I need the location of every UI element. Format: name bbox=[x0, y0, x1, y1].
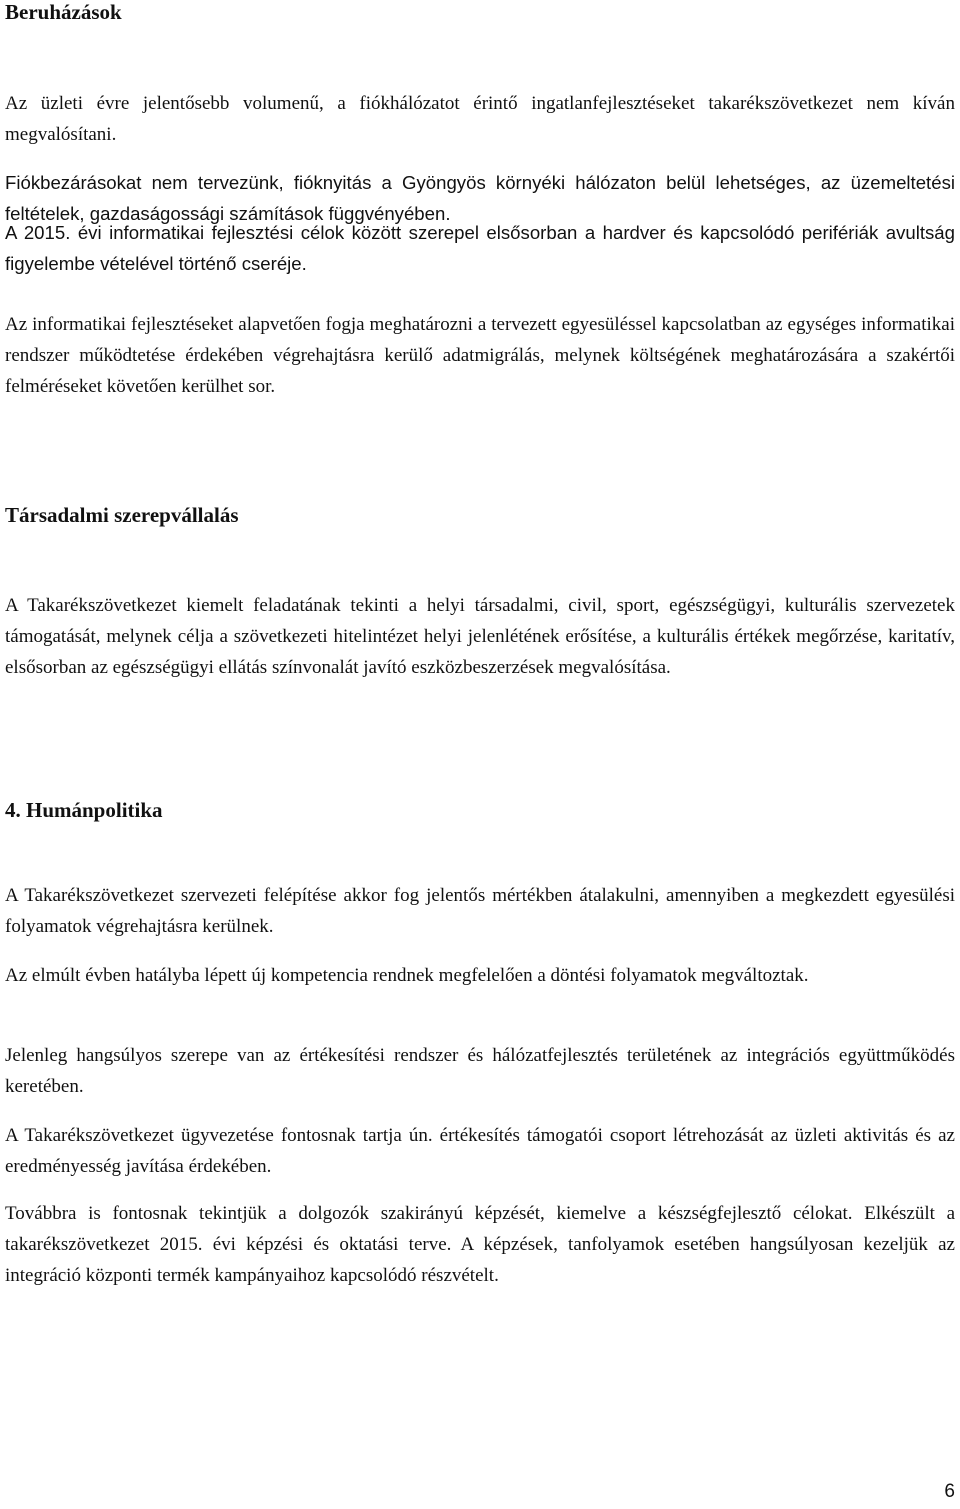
paragraph-hr-2: Az elmúlt évben hatályba lépett új kompetencia rendnek megfelelően a döntési folyamatok megváltoztak. bbox=[5, 965, 809, 986]
paragraph-investments-3: A 2015. évi informatikai fejlesztési célok között szerepel elsősorban a hardver és kapcsolódó perifériák avultság figyelembe vételével történő cseréje. bbox=[5, 222, 955, 274]
paragraph-investments-2: Fiókbezárásokat nem tervezünk, fióknyitás a Gyöngyös környéki hálózaton belül lehetséges, az üzemeltetési feltételek, gazdaságossági számítások függvényében. bbox=[5, 172, 955, 224]
section-title-social: Társadalmi szerepvállalás bbox=[5, 503, 239, 527]
paragraph-social-1: A Takarékszövetkezet kiemelt feladatának tekinti a helyi társadalmi, civil, sport, egészségügyi, kulturális szervezetek támogatását, melynek célja a szövetkezeti hitelintézet helyi jelenlétének erősítése, a kulturális értékek megőrzése, karitatív, elsősorban az egészségügyi ellátás színvonalát javító eszközbeszerzések megvalósítása. bbox=[5, 595, 955, 678]
paragraph-investments-4: Az informatikai fejlesztéseket alapvetően fogja meghatározni a tervezett egyesüléssel kapcsolatban az egységes informatikai rendszer működtetése érdekében végrehajtásra kerülő adatmigrálás, melynek költségének meghatározására a szakértői felméréseket követően kerülhet sor. bbox=[5, 314, 955, 397]
paragraph-hr-3: Jelenleg hangsúlyos szerepe van az értékesítési rendszer és hálózatfejlesztés területének az integrációs együttműködés keretében. bbox=[5, 1045, 955, 1097]
page-number: 6 bbox=[944, 1481, 955, 1502]
paragraph-hr-4: A Takarékszövetkezet ügyvezetése fontosnak tartja ún. értékesítés támogatói csoport létrehozását az üzleti aktivitás és az eredményesség javítása érdekében. bbox=[5, 1125, 955, 1177]
paragraph-investments-1: Az üzleti évre jelentősebb volumenű, a fiókhálózatot érintő ingatlanfejlesztéseket takarékszövetkezet nem kíván megvalósítani. bbox=[5, 93, 955, 145]
paragraph-hr-1: A Takarékszövetkezet szervezeti felépítése akkor fog jelentős mértékben átalakulni, amennyiben a megkezdett egyesülési folyamatok végrehajtásra kerülnek. bbox=[5, 885, 955, 937]
section-title-hr: 4. Humánpolitika bbox=[5, 798, 163, 822]
paragraph-hr-5: Továbbra is fontosnak tekintjük a dolgozók szakirányú képzését, kiemelve a készségfejlesztő célokat. Elkészült a takarékszövetkezet 2015. évi képzési és oktatási terve. A képzések, tanfolyamok esetében hangsúlyosan kezeljük az integráció központi termék kampányaihoz kapcsolódó részvételt. bbox=[5, 1203, 955, 1286]
section-title-investments: Beruházások bbox=[5, 0, 122, 24]
